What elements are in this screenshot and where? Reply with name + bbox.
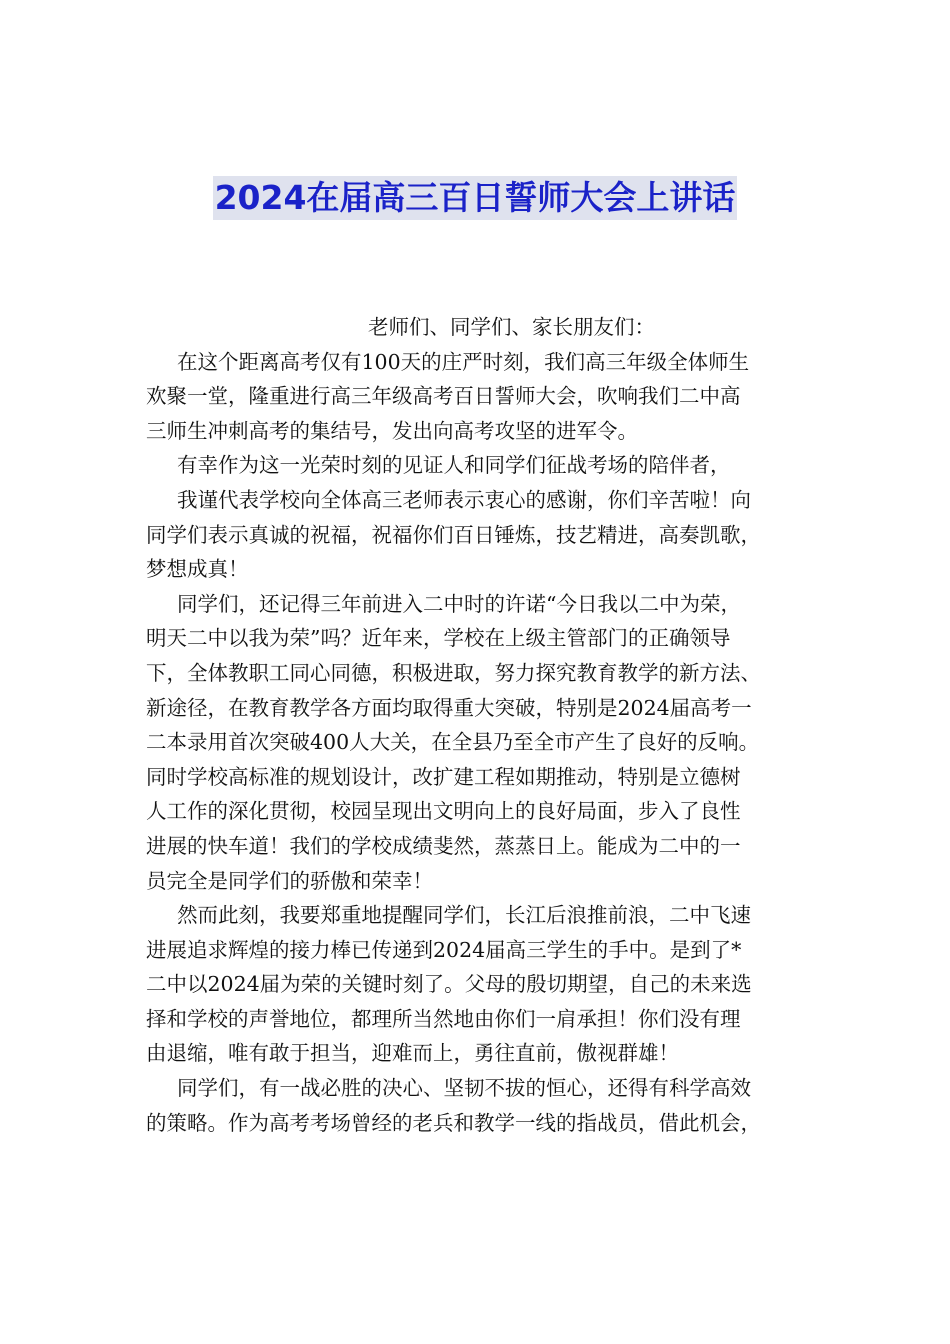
text-line: 有幸作为这一光荣时刻的见证人和同学们征战考场的陪伴者， <box>177 453 731 478</box>
text-line: 二中以2024届为荣的关键时刻了。父母的殷切期望，自己的未来选 <box>146 972 752 997</box>
text-line: 由退缩，唯有敢于担当，迎难而上，勇往直前，傲视群雄！ <box>146 1041 679 1066</box>
text-line: 二本录用首次突破400人大关，在全县乃至全市产生了良好的反响。 <box>146 730 760 755</box>
text-line: 然而此刻，我要郑重地提醒同学们，长江后浪推前浪，二中飞速 <box>177 903 751 928</box>
text-line: 进展追求辉煌的接力棒已传递到2024届高三学生的手中。是到了* <box>146 937 742 962</box>
text-line: 进展的快车道！我们的学校成绩斐然，蒸蒸日上。能成为二中的一 <box>146 833 741 858</box>
text-line: 同时学校高标准的规划设计，改扩建工程如期推动，特别是立德树 <box>146 764 741 789</box>
text-line: 梦想成真！ <box>146 557 249 582</box>
text-line: 的策略。作为高考考场曾经的老兵和教学一线的指战员，借此机会， <box>146 1110 761 1135</box>
text-line: 同学们，还记得三年前进入二中时的许诺“今日我以二中为荣， <box>177 591 741 616</box>
text-line: 同学们表示真诚的祝福，祝福你们百日锤炼，技艺精进，高奏凯歌， <box>146 522 761 547</box>
text-line: 人工作的深化贯彻，校园呈现出文明向上的良好局面，步入了良性 <box>146 799 741 824</box>
speech-body <box>146 310 810 1140</box>
document-title: 2024在届高三百日誓师大会上讲话 <box>213 176 738 220</box>
text-line: 下，全体教职工同心同德，积极进取，努力探究教育教学的新方法、 <box>146 660 761 685</box>
salutation-line: 老师们、同学们、家长朋友们： <box>368 315 655 339</box>
text-line: 新途径，在教育教学各方面均取得重大突破，特别是2024届高考一 <box>146 695 752 720</box>
text-line: 员完全是同学们的骄傲和荣幸！ <box>146 868 433 893</box>
text-line: 三师生冲刺高考的集结号，发出向高考攻坚的进军令。 <box>146 418 638 443</box>
text-line: 同学们，有一战必胜的决心、坚韧不拔的恒心，还得有科学高效 <box>177 1076 751 1101</box>
text-line: 择和学校的声誉地位，都理所当然地由你们一肩承担！你们没有理 <box>146 1006 741 1031</box>
text-line: 在这个距离高考仅有100天的庄严时刻，我们高三年级全体师生 <box>177 349 750 374</box>
text-line: 明天二中以我为荣”吗？近年来，学校在上级主管部门的正确领导 <box>146 626 731 651</box>
text-line: 欢聚一堂，隆重进行高三年级高考百日誓师大会，吹响我们二中高 <box>146 384 741 409</box>
title-container <box>0 176 950 220</box>
text-line: 我谨代表学校向全体高三老师表示衷心的感谢，你们辛苦啦！向 <box>177 487 751 512</box>
